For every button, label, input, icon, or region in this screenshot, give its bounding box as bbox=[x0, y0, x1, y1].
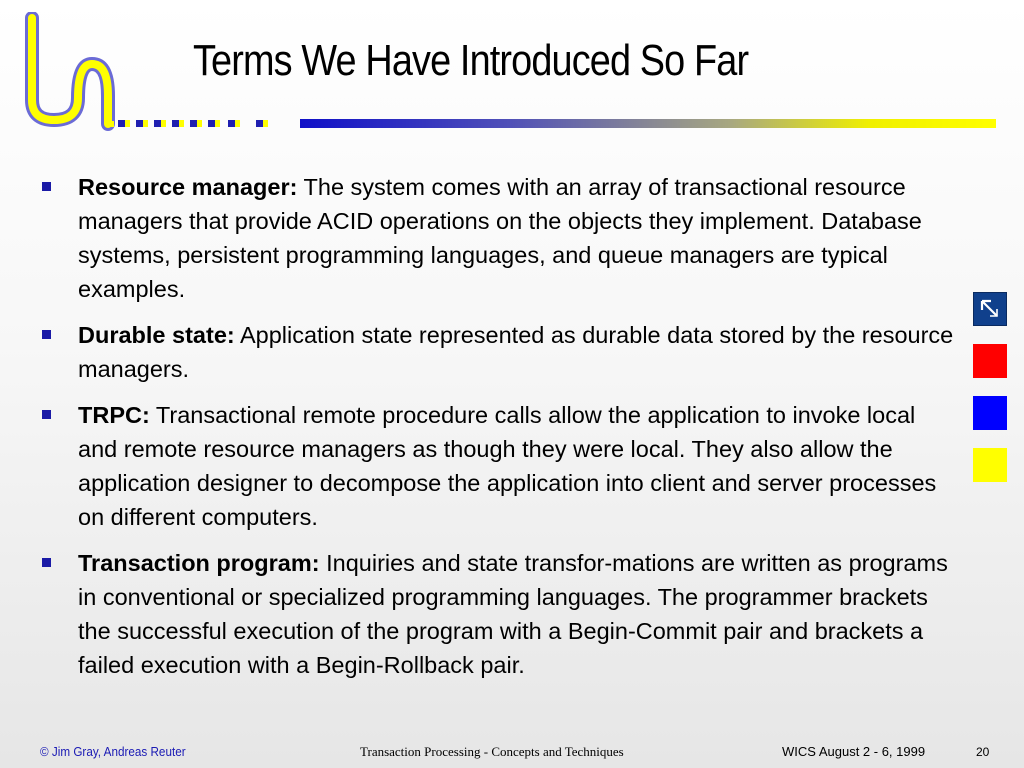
bullet-square-icon bbox=[42, 182, 51, 191]
bullet-description: The system comes with an array of transactional resource managers that provide ACID operations on the objects they implement. Database systems, persistent programming languages, and queue managers are typical examples. bbox=[78, 174, 922, 302]
bullet-square-icon bbox=[42, 558, 51, 567]
back-button[interactable] bbox=[973, 292, 1007, 326]
red-nav-button[interactable] bbox=[973, 344, 1007, 378]
footer-date: WICS August 2 - 6, 1999 bbox=[782, 744, 926, 759]
yellow-nav-button[interactable] bbox=[973, 448, 1007, 482]
slide-footer bbox=[0, 744, 1024, 762]
footer-course-title: Transaction Processing - Concepts and Techniques bbox=[360, 744, 624, 759]
bullet-description: Application state represented as durable data stored by the resource managers. bbox=[78, 322, 954, 382]
bullet-description: Inquiries and state transfor-mations are written as programs in conventional or specialized programming languages. The programmer brackets the successful execution of the program with a Begin-Commit pair and brackets a failed execution with a Begin-Rollback pair. bbox=[78, 550, 948, 678]
blue-nav-button[interactable] bbox=[973, 396, 1007, 430]
slide-title: Terms We Have Introduced So Far bbox=[193, 36, 749, 85]
title-gradient-bar bbox=[300, 119, 996, 128]
bullet-term: Resource manager: bbox=[78, 174, 298, 200]
bullet-term: Durable state: bbox=[78, 322, 235, 348]
slide-nav-buttons bbox=[973, 292, 1007, 500]
bullet-item-resource-manager bbox=[42, 170, 957, 306]
footer-copyright: © Jim Gray, Andreas Reuter bbox=[40, 744, 186, 759]
bullet-square-icon bbox=[42, 410, 51, 419]
arrow-up-left-icon bbox=[978, 297, 1002, 321]
bullet-term: TRPC: bbox=[78, 402, 150, 428]
bullet-list bbox=[42, 170, 957, 694]
page-number: 20 bbox=[976, 745, 990, 759]
bullet-term: Transaction program: bbox=[78, 550, 320, 576]
bullet-square-icon bbox=[42, 330, 51, 339]
bullet-description: Transactional remote procedure calls allow the application to invoke local and remote resource managers as though they were local. They also allow the application designer to decompose the application into client and server processes on different computers. bbox=[78, 402, 937, 530]
bullet-item-trpc bbox=[42, 398, 957, 534]
bullet-item-transaction-program bbox=[42, 546, 957, 682]
bullet-item-durable-state bbox=[42, 318, 957, 386]
